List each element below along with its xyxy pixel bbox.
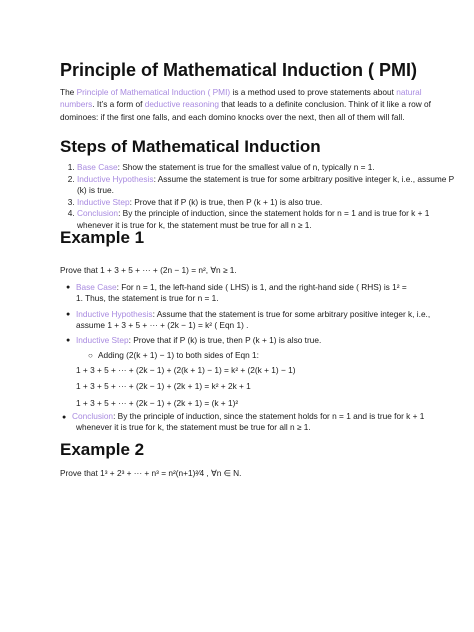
page-title: Principle of Mathematical Induction ( PMI): [60, 60, 418, 80]
example1-concl-line-1: [72, 411, 424, 423]
step-text: : By the principle of induction, since the statement holds for n = 1 and is true for k + 1 whenever it is true for k, the statement must be true for all n ≥ 1.: [77, 208, 430, 230]
steps-heading: Steps of Mathematical Induction: [60, 137, 321, 156]
inductive-step-text: : Prove that if P (k) is true, then P (k + 1) is also true.: [128, 335, 322, 345]
sub-bullet-icon: ○: [88, 351, 93, 360]
intro-paragraph: [60, 86, 432, 123]
example1-step-line: [76, 335, 321, 347]
intro-text: that leads to a definite conclusion. Think of it like a row of dominoes: if the first one falls, and each domino knocks over the next, then all of them will fall.: [60, 99, 431, 122]
bullet-icon: ●: [66, 311, 71, 318]
example1-concl-line-2: whenever it is true for k, the statement must be true for all n ≥ 1.: [76, 422, 311, 432]
example1-eq1: 1 + 3 + 5 + ··· + (2k − 1) + (2(k + 1) − 1) = k² + (2(k + 1) − 1): [76, 365, 296, 375]
example2-prove: Prove that 1³ + 2³ + ··· + n³ = n²(n+1)²⁄4 , ∀n ∈ N.: [60, 468, 242, 478]
intro-text: . It’s a form of: [92, 99, 145, 110]
bullet-icon: ●: [66, 284, 71, 291]
step-item: [77, 162, 457, 174]
base-case-term: Base Case: [76, 282, 117, 292]
conclusion-text: : By the principle of induction, since the statement holds for n = 1 and is true for k + 1: [113, 411, 425, 421]
steps-list: [60, 162, 457, 231]
example1-hyp-line-2: assume 1 + 3 + 5 + ··· + (2k − 1) = k² ( Eqn 1) .: [76, 320, 249, 330]
step-item: [77, 197, 457, 209]
conclusion-term: Conclusion: [72, 411, 114, 421]
example1-adding: Adding (2(k + 1) − 1) to both sides of Eqn 1:: [98, 350, 259, 360]
base-case-text: : For n = 1, the left-hand side ( LHS) is 1, and the right-hand side ( RHS) is 1² =: [116, 282, 407, 292]
step-term: Inductive Hypothesis: [77, 173, 154, 184]
hypothesis-text: : Assume that the statement is true for some arbitrary positive integer k, i.e.,: [152, 309, 431, 319]
bullet-icon: ●: [66, 337, 71, 344]
example1-base-line-2: 1. Thus, the statement is true for n = 1.: [76, 293, 219, 303]
step-term: Conclusion: [77, 208, 119, 218]
step-term: Inductive Step: [77, 196, 130, 207]
example1-prove: Prove that 1 + 3 + 5 + ··· + (2n − 1) = n², ∀n ≥ 1.: [60, 265, 237, 275]
example1-hyp-line-1: [76, 309, 430, 321]
example1-heading: Example 1: [60, 228, 145, 247]
intro-highlight-pmi: Principle of Mathematical Induction ( PMI): [76, 87, 231, 97]
example2-heading: Example 2: [60, 440, 145, 459]
step-text: : Prove that if P (k) is true, then P (k + 1) is also true.: [129, 196, 323, 207]
step-text: : Show the statement is true for the smallest value of n, typically n = 1.: [117, 162, 375, 172]
step-item: [77, 174, 457, 197]
example1-eq2: 1 + 3 + 5 + ··· + (2k − 1) + (2k + 1) = k² + 2k + 1: [76, 381, 251, 391]
intro-text: The: [60, 87, 77, 97]
inductive-step-term: Inductive Step: [76, 335, 129, 345]
intro-highlight-natural-numbers: natural numbers: [60, 87, 422, 110]
intro-text: is a method used to prove statements about: [230, 87, 397, 97]
bullet-icon: ●: [62, 414, 67, 421]
step-text: : Assume the statement is true for some arbitrary positive integer k, i.e., assume P (k) is true.: [77, 173, 455, 195]
intro-highlight-deductive-reasoning: deductive reasoning: [144, 99, 219, 110]
step-term: Base Case: [77, 162, 118, 172]
hypothesis-term: Inductive Hypothesis: [76, 309, 153, 319]
example1-base-line-1: [76, 282, 407, 294]
example1-eq3: 1 + 3 + 5 + ··· + (2k − 1) + (2k + 1) = (k + 1)²: [76, 398, 239, 408]
